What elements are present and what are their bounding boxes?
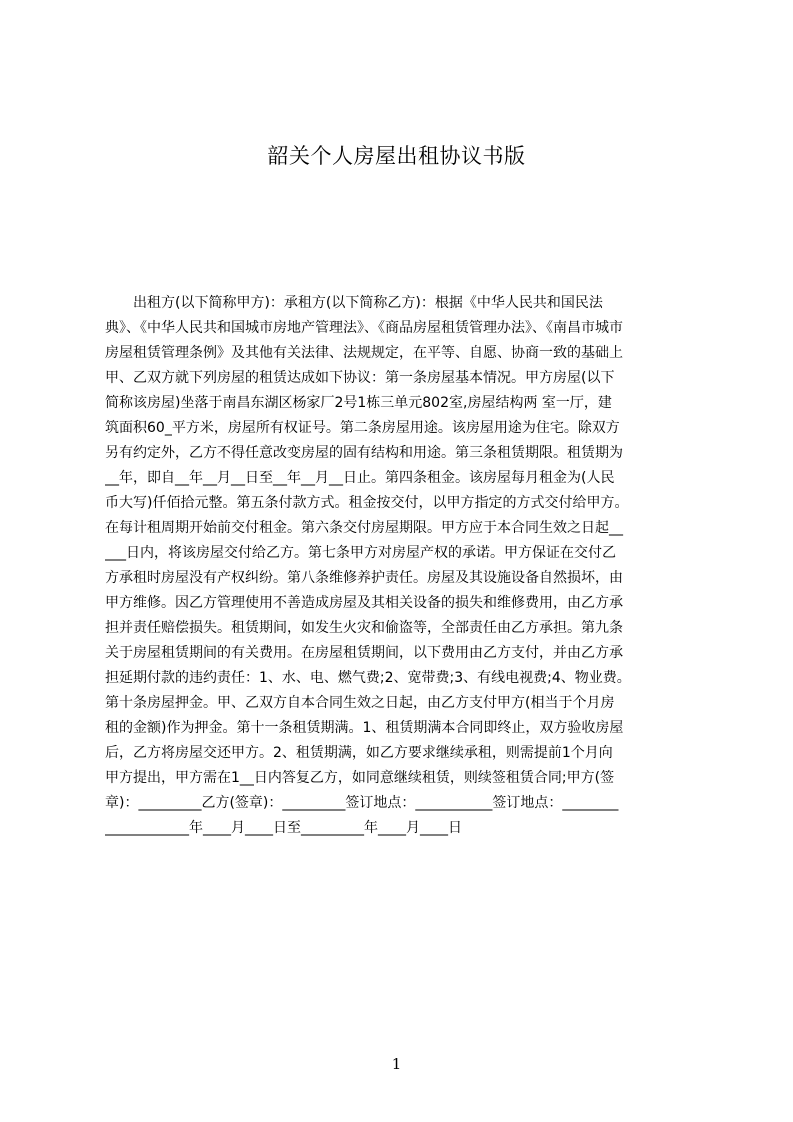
body-line: 典》、《中华人民共和国城市房地产管理法》、《商品房屋租赁管理办法》、《南昌市城市	[105, 320, 623, 336]
body-line: 租的金额)作为押金。第十一条租赁期满。1、租赁期满本合同即终止，双方验收房屋	[105, 720, 624, 736]
page-number: 1	[391, 1055, 402, 1073]
body-line: 担并责任赔偿损失。租赁期间，如发生火灾和偷盗等，全部责任由乙方承担。第九条	[105, 620, 623, 636]
body-line: ___日内，将该房屋交付给乙方。第七条甲方对房屋产权的承诺。甲方保证在交付乙	[105, 545, 616, 561]
body-line: 另有约定外，乙方不得任意改变房屋的固有结构和用途。第三条租赁期限。租赁期为	[105, 445, 623, 461]
body-line: 章)：_________乙方(签章)：_________签订地点：___________签订地点：________	[105, 795, 619, 811]
document-title: 韶关个人房屋出租协议书版	[267, 144, 526, 168]
body-line: 币大写)仟佰拾元整。第五条付款方式。租金按交付，以甲方指定的方式交付给甲方。	[105, 495, 629, 511]
body-line: 甲方提出，甲方需在1__日内答复乙方，如同意继续租赁，则续签租赁合同;甲方(签	[105, 770, 615, 786]
body-line: 第十条房屋押金。甲、乙双方自本合同生效之日起，由乙方支付甲方(相当于个月房	[105, 695, 615, 711]
body-line: ____________年____月____日至_________年____月____日	[105, 820, 462, 836]
body-line: 房屋租赁管理条例》及其他有关法律、法规规定，在平等、自愿、协商一致的基础上	[105, 345, 623, 361]
body-line: __年，即自__年__月__日至__年__月__日止。第四条租金。该房屋每月租金为(人民	[105, 470, 615, 486]
body-line: 筑面积60_平方米，房屋所有权证号。第二条房屋用途。该房屋用途为住宅。除双方	[105, 420, 620, 436]
body-line: 担延期付款的违约责任：1、水、电、燃气费;2、宽带费;3、有线电视费;4、物业费。	[105, 670, 631, 686]
body-line: 甲、乙双方就下列房屋的租赁达成如下协议：第一条房屋基本情况。甲方房屋(以下	[105, 370, 615, 386]
body-line: 出租方(以下简称甲方)：承租方(以下简称乙方)：根据《中华人民共和国民法	[105, 295, 603, 311]
body-line: 简称该房屋)坐落于南昌东湖区杨家厂2号1栋三单元802室,房屋结构两 室一厅，建	[105, 395, 612, 411]
body-line: 方承租时房屋没有产权纠纷。第八条维修养护责任。房屋及其设施设备自然损坏，由	[105, 570, 623, 586]
body-line: 后，乙方将房屋交还甲方。2、租赁期满，如乙方要求继续承租，则需提前1个月向	[105, 745, 613, 761]
body-line: 甲方维修。因乙方管理使用不善造成房屋及其相关设备的损失和维修费用，由乙方承	[105, 595, 623, 611]
body-line: 关于房屋租赁期间的有关费用。在房屋租赁期间，以下费用由乙方支付，并由乙方承	[105, 645, 623, 661]
body-line: 在每计租周期开始前交付租金。第六条交付房屋期限。甲方应于本合同生效之日起__	[105, 520, 623, 536]
